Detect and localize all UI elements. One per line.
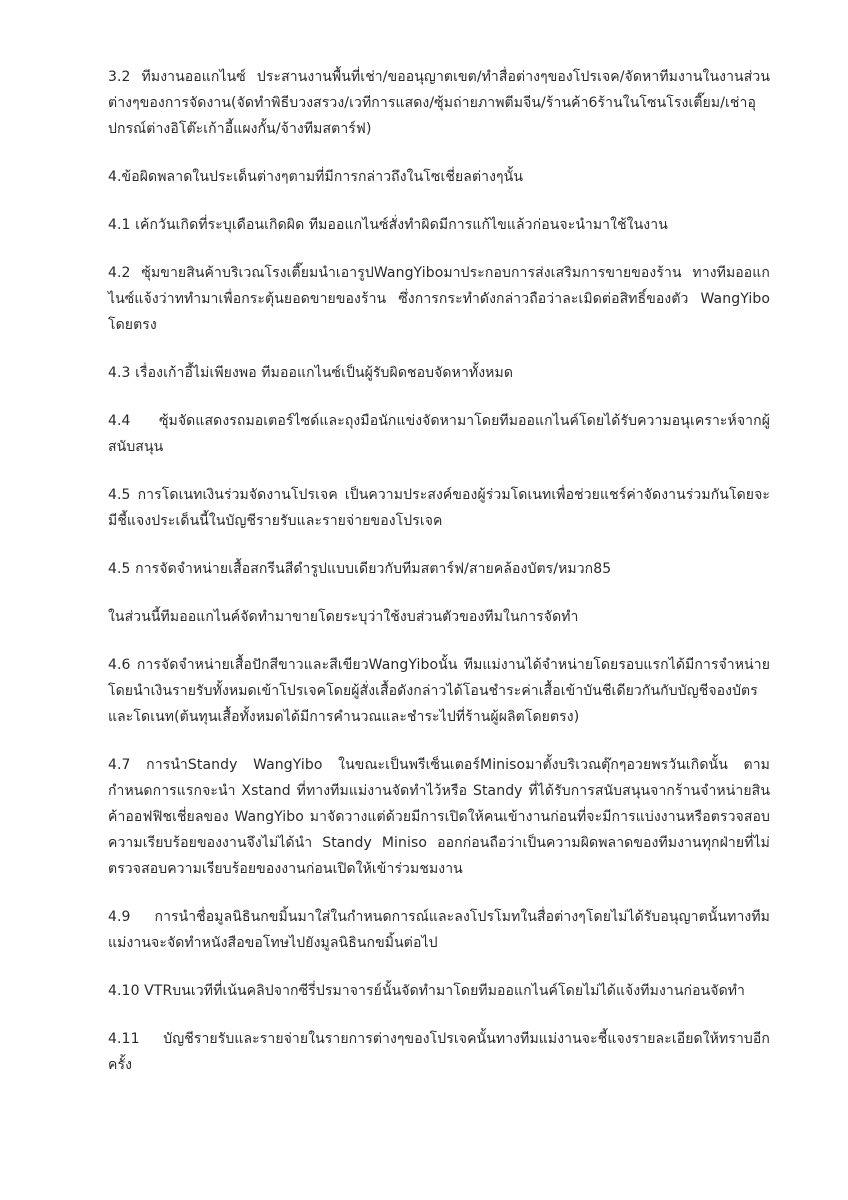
paragraph-3-2: 3.2 ทีมงานออแกไนซ์ ประสานงานพื้นที่เช่า/ขออนุญาตเขต/ทำสื่อต่างๆของโปรเจค/จัดหาทีมงานในงานส่วนต่างๆของการจัดงาน(จัดทำพิธีบวงสรวง/เวทีการแสดง/ซุ้มถ่ายภาพตีมจีน/ร้านค้า6ร้านในโซนโรงเตี๊ยม/เช่าอุปกรณ์ต่างอิโต๊ะเก้าอี้แผงกั้น/จ้างทีมสตาร์ฟ) (108, 69, 770, 137)
paragraph-4-10: 4.10 VTRบนเวทีที่เน้นคลิปจากซีรี่ปรมาจารย์นั้นจัดทำมาโดยทีมออแกไนค์โดยไม่ได้แจ้งทีมงานก่อนจัดทำ (108, 983, 745, 999)
paragraph-4-6: 4.6 การจัดจำหน่ายเสื้อปักสีขาวและสีเขียวWangYiboนั้น ทีมแม่งานได้จำหน่ายโดยรอบแรกได้มีการจำหน่ายโดยนำเงินรายรับทั้งหมดเข้าโปรเจคโดยผู้สั่งเสื้อดังกล่าวได้โอนชำระค่าเสื้อเข้าบันชีเดียวกันกับบัญชีจองบัตรและโดเนท(ต้นทุนเสื้อทั้งหมดได้มีการคำนวณและชำระไปที่ร้านผู้ผลิตโดยตรง) (108, 657, 770, 725)
paragraph-4-7: 4.7 การนำStandy WangYibo ในขณะเป็นพรีเซ็นเตอร์Minisoมาตั้งบริเวณตุ๊กๆอวยพรวันเกิดนั้น ตามกำหนดการแรกจะนำ Xstand ที่ทางทีมแม่งานจัดทำไว้หรือ Standy ที่ได้รับการสนับสนุนจากร้านจำหน่ายสินค้าออฟฟิชเชี่ยลของ WangYibo มาจัดวางแต่ด้วยมีการเปิดให้คนเข้างานก่อนที่จะมีการแบ่งงานหรือตรวจสอบความเรียบร้อยของงานจึงไม่ได้นำ Standy Miniso ออกก่อนถือว่าเป็นความผิดพลาดของทีมงานทุกฝ่ายที่ไม่ตรวจสอบความเรียบร้อยของงานก่อนเปิดให้เข้าร่วมชมงาน (108, 757, 770, 877)
paragraph-4-2: 4.2 ซุ้มขายสินค้าบริเวณโรงเตี๊ยมนำเอารูปWangYiboมาประกอบการส่งเสริมการขายของร้าน ทางทีมออแกไนซ์แจ้งว่าททำมาเพื่อกระตุ้นยอดขายของร้าน ซึ่งการกระทำดังกล่าวถือว่าละเมิดต่อสิทธิ์ของตัว WangYibo โดยตรง (108, 265, 770, 333)
paragraph-merch-note: ในส่วนนี้ทีมออแกไนค์จัดทำมาขายโดยระบุว่าใช้งบส่วนตัวของทีมในการจัดทำ (108, 609, 579, 625)
paragraph-4-11: 4.11 บัญชีรายรับและรายจ่ายในรายการต่างๆของโปรเจคนั้นทางทีมแม่งานจะชี้แจงรายละเอียดให้ทราบอีกครั้ง (108, 1031, 770, 1073)
paragraph-4-5-donation: 4.5 การโดเนทเงินร่วมจัดงานโปรเจค เป็นความประสงค์ของผู้ร่วมโดเนทเพื่อช่วยแชร์ค่าจัดงานร่วมกันโดยจะมีชี้แจงประเด็นนี้ในบัญชีรายรับและรายจ่ายของโปรเจค (108, 487, 770, 529)
paragraph-4-1: 4.1 เค้กวันเกิดที่ระบุเดือนเกิดผิด ทีมออแกไนซ์สั่งทำผิดมีการแก้ไขแล้วก่อนจะนำมาใช้ในงาน (108, 217, 668, 233)
paragraph-4-9: 4.9 การนำชื่อมูลนิธินกขมิ้นมาใส่ในกำหนดการณ์และลงโปรโมทในสื่อต่างๆโดยไม่ได้รับอนุญาตนั้นทางทีมแม่งานจะจัดทำหนังสือขอโทษไปยังมูลนิธินกขมิ้นต่อไป (108, 909, 770, 951)
paragraph-4-3: 4.3 เรื่องเก้าอี้ไม่เพียงพอ ทีมออแกไนซ์เป็นผู้รับผิดชอบจัดหาทั้งหมด (108, 365, 514, 381)
paragraph-4-4: 4.4 ซุ้มจัดแสดงรถมอเตอร์ไซด์และถุงมือนักแข่งจัดหามาโดยทีมออแกไนค์โดยได้รับความอนุเคราะห์จากผู้สนับสนุน (108, 413, 770, 455)
paragraph-4-heading: 4.ข้อผิดพลาดในประเด็นต่างๆตามที่มีการกล่าวถึงในโซเชี่ยลต่างๆนั้น (108, 169, 524, 185)
paragraph-4-5-merch: 4.5 การจัดจำหน่ายเสื้อสกรีนสีดำรูปแบบเดียวกับทีมสตาร์ฟ/สายคล้องบัตร/หมวก85 (108, 561, 612, 577)
document-body (108, 64, 770, 1100)
